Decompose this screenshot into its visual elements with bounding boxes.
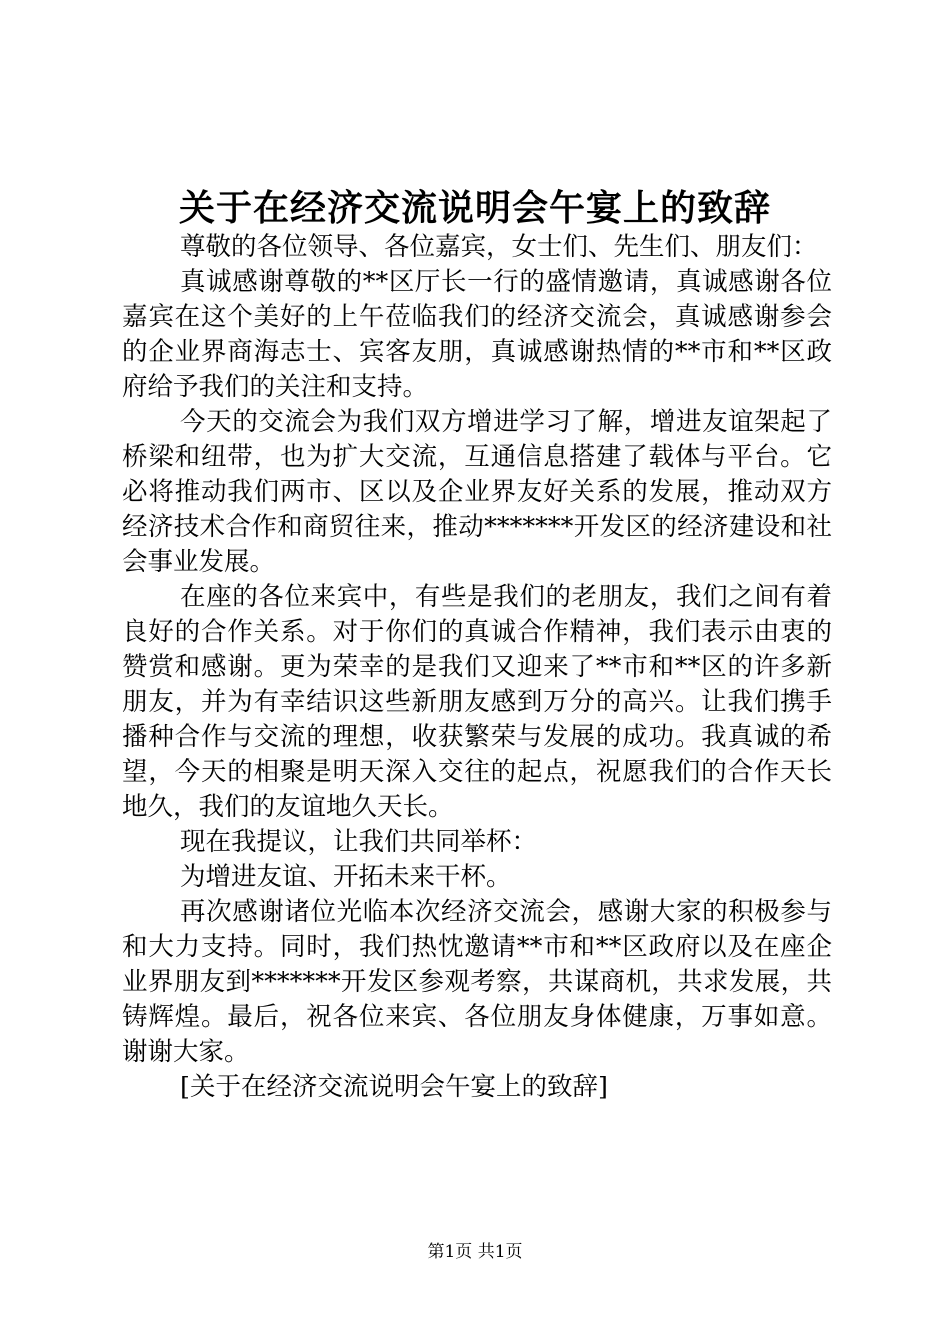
title-reference-paragraph: [关于在经济交流说明会午宴上的致辞] [180, 1072, 608, 1102]
page-footer: 第1页 共1页 [427, 1242, 523, 1262]
body-paragraph: 在座的各位来宾中，有些是我们的老朋友，我们之间有着良好的合作关系。对于你们的真诚合作精神，我们表示由衷的赞赏和感谢。更为荣幸的是我们又迎来了**市和**区的许多新朋友，并为有幸结识这些新朋友感到万分的高兴。让我们携手播种合作与交流的理想，收获繁荣与发展的成功。我真诚的希望，今天的相聚是明天深入交往的起点，祝愿我们的合作天长地久，我们的友谊地久天长。 [122, 582, 832, 822]
document-title: 关于在经济交流说明会午宴上的致辞 [178, 188, 771, 229]
body-paragraph: 真诚感谢尊敬的**区厅长一行的盛情邀请，真诚感谢各位嘉宾在这个美好的上午莅临我们的经济交流会，真诚感谢参会的企业界商海志士、宾客友朋，真诚感谢热情的**市和**区政府给予我们的关注和支持。 [122, 267, 832, 402]
toast-paragraph: 为增进友谊、开拓未来干杯。 [180, 862, 512, 892]
body-paragraph: 今天的交流会为我们双方增进学习了解，增进友谊架起了桥梁和纽带，也为扩大交流，互通信息搭建了载体与平台。它必将推动我们两市、区以及企业界友好关系的发展，推动双方经济技术合作和商贸往来，推动*******开发区的经济建设和社会事业发展。 [122, 407, 832, 577]
toast-proposal-paragraph: 现在我提议，让我们共同举杯： [180, 827, 538, 857]
closing-paragraph: 再次感谢诸位光临本次经济交流会，感谢大家的积极参与和大力支持。同时，我们热忱邀请**市和**区政府以及在座企业界朋友到*******开发区参观考察，共谋商机，共求发展，共铸辉煌。最后，祝各位来宾、各位朋友身体健康，万事如意。谢谢大家。 [122, 897, 832, 1067]
salutation-paragraph: 尊敬的各位领导、各位嘉宾，女士们、先生们、朋友们： [180, 232, 818, 262]
document-body [122, 230, 832, 1105]
